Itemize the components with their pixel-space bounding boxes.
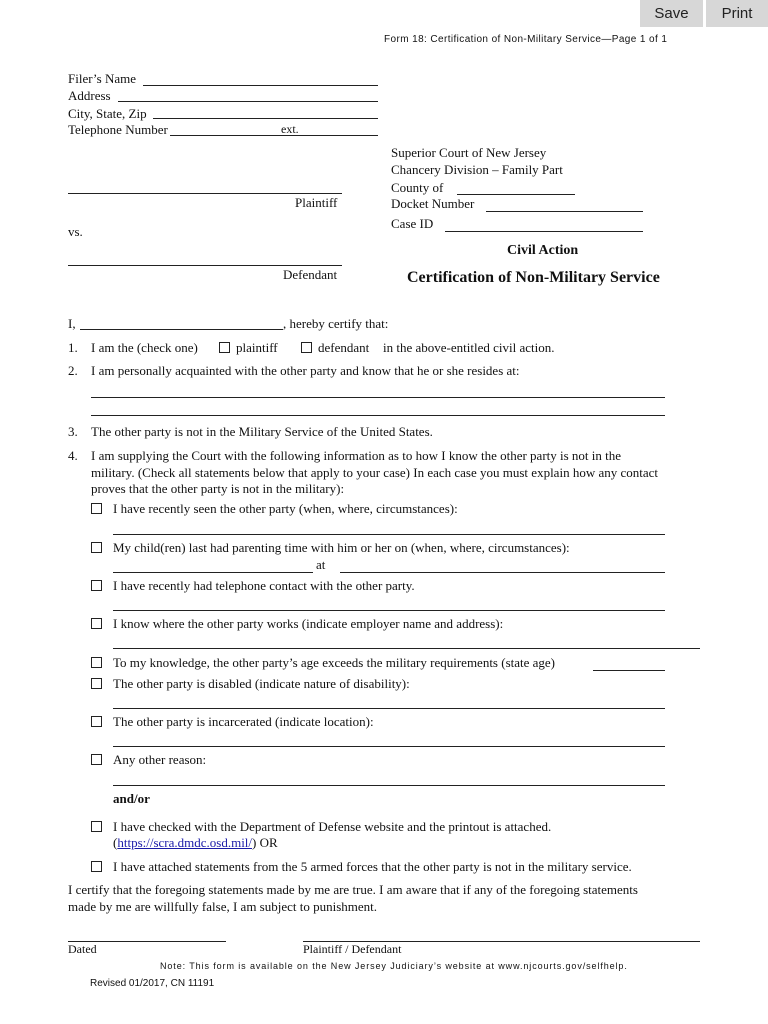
item-2-number: 2. <box>68 363 78 378</box>
seen-checkbox[interactable] <box>91 503 102 514</box>
other-reason-label: Any other reason: <box>113 752 207 767</box>
item-4-number: 4. <box>68 448 78 463</box>
case-id-field[interactable] <box>445 231 643 232</box>
parenting-label: My child(ren) last had parenting time with him or her on (when, where, circumstances): <box>113 540 570 555</box>
item-1-text: I am the (check one) <box>91 340 198 355</box>
filer-name-field[interactable] <box>143 85 378 86</box>
parenting-where-field[interactable] <box>340 572 665 573</box>
defendant-label: Defendant <box>283 267 338 282</box>
print-button[interactable]: Print <box>706 0 768 27</box>
incarcerated-checkbox[interactable] <box>91 716 102 727</box>
item-1-rest: in the above-entitled civil action. <box>383 340 555 355</box>
filer-city-label: City, State, Zip <box>68 106 147 121</box>
county-label: County of <box>391 180 444 195</box>
filer-name-label: Filer’s Name <box>68 71 136 86</box>
plaintiff-field[interactable] <box>68 193 342 194</box>
item-1-number: 1. <box>68 340 78 355</box>
residence-field-2[interactable] <box>91 415 665 416</box>
plaintiff-label: Plaintiff <box>295 195 338 210</box>
dod-open-paren: ( <box>113 835 118 850</box>
document-title: Certification of Non-Military Service <box>407 269 660 286</box>
works-field[interactable] <box>113 648 700 649</box>
county-field[interactable] <box>457 194 575 195</box>
certify-i-label: I, <box>68 316 76 331</box>
dod-or-label: ) OR <box>252 835 278 850</box>
certifier-name-field[interactable] <box>80 329 283 330</box>
court-name: Superior Court of New Jersey <box>391 145 547 160</box>
other-reason-field[interactable] <box>113 785 665 786</box>
filer-phone-label: Telephone Number <box>68 122 168 137</box>
age-checkbox[interactable] <box>91 657 102 668</box>
parenting-at-label: at <box>316 557 326 572</box>
seen-field[interactable] <box>113 534 665 535</box>
telephone-checkbox[interactable] <box>91 580 102 591</box>
filer-phone-field[interactable] <box>170 135 378 136</box>
plaintiff-checkbox[interactable] <box>219 342 230 353</box>
item-4-line-3: proves that the other party is not in the military): <box>91 481 345 496</box>
dod-checkbox[interactable] <box>91 821 102 832</box>
signer-label: Plaintiff / Defendant <box>303 942 402 956</box>
filer-address-label: Address <box>68 88 111 103</box>
dated-label: Dated <box>68 942 97 956</box>
works-label: I know where the other party works (indicate employer name and address): <box>113 616 504 631</box>
item-3-number: 3. <box>68 424 78 439</box>
revision-label: Revised 01/2017, CN 11191 <box>90 978 215 989</box>
incarcerated-label: The other party is incarcerated (indicate location): <box>113 714 374 729</box>
disabled-checkbox[interactable] <box>91 678 102 689</box>
case-id-label: Case ID <box>391 216 434 231</box>
docket-field[interactable] <box>486 211 643 212</box>
dod-link[interactable]: https://scra.dmdc.osd.mil/ <box>117 835 253 850</box>
filer-ext-label: ext. <box>281 122 299 136</box>
incarcerated-field[interactable] <box>113 746 665 747</box>
defendant-checkbox[interactable] <box>301 342 312 353</box>
filer-city-field[interactable] <box>153 118 378 119</box>
save-button[interactable]: Save <box>640 0 703 27</box>
works-checkbox[interactable] <box>91 618 102 629</box>
form-title: Form 18: Certification of Non-Military Service—Page 1 of 1 <box>384 34 668 45</box>
dod-label: I have checked with the Department of Defense website and the printout is attached. <box>113 819 552 834</box>
parenting-checkbox[interactable] <box>91 542 102 553</box>
age-label: To my knowledge, the other party’s age exceeds the military requirements (state age) <box>113 655 556 670</box>
court-division: Chancery Division – Family Part <box>391 162 563 177</box>
certify-hereby: , hereby certify that: <box>283 316 389 331</box>
docket-label: Docket Number <box>391 196 475 211</box>
armed-forces-checkbox[interactable] <box>91 861 102 872</box>
footer-note: Note: This form is available on the New Jersey Judiciary’s website at www.njcourts.gov/selfhelp. <box>160 961 628 971</box>
seen-label: I have recently seen the other party (when, where, circumstances): <box>113 501 458 516</box>
disabled-label: The other party is disabled (indicate nature of disability): <box>113 676 410 691</box>
armed-forces-label: I have attached statements from the 5 armed forces that the other party is not in the military service. <box>113 859 632 874</box>
defendant-option-label: defendant <box>318 340 370 355</box>
age-field[interactable] <box>593 670 665 671</box>
item-2-text: I am personally acquainted with the other party and know that he or she resides at: <box>91 363 520 378</box>
disabled-field[interactable] <box>113 708 665 709</box>
telephone-label: I have recently had telephone contact with the other party. <box>113 578 415 593</box>
parenting-when-field[interactable] <box>113 572 313 573</box>
item-4-line-2: military. (Check all statements below that apply to your case) In each case you must explain how any contact <box>91 465 659 480</box>
residence-field-1[interactable] <box>91 397 665 398</box>
defendant-field[interactable] <box>68 265 342 266</box>
andor-label: and/or <box>113 791 150 806</box>
vs-label: vs. <box>68 224 83 239</box>
other-reason-checkbox[interactable] <box>91 754 102 765</box>
certification-line-1: I certify that the foregoing statements made by me are true. I am aware that if any of the foregoing statements <box>68 882 638 897</box>
item-4-line-1: I am supplying the Court with the following information as to how I know the other party is not in the <box>91 448 622 463</box>
civil-action-heading: Civil Action <box>507 243 579 258</box>
plaintiff-option-label: plaintiff <box>236 340 278 355</box>
telephone-field[interactable] <box>113 610 665 611</box>
dod-link-line <box>113 835 278 851</box>
certification-line-2: made by me are willfully false, I am subject to punishment. <box>68 899 378 914</box>
filer-address-field[interactable] <box>118 101 378 102</box>
item-3-text: The other party is not in the Military Service of the United States. <box>91 424 433 439</box>
